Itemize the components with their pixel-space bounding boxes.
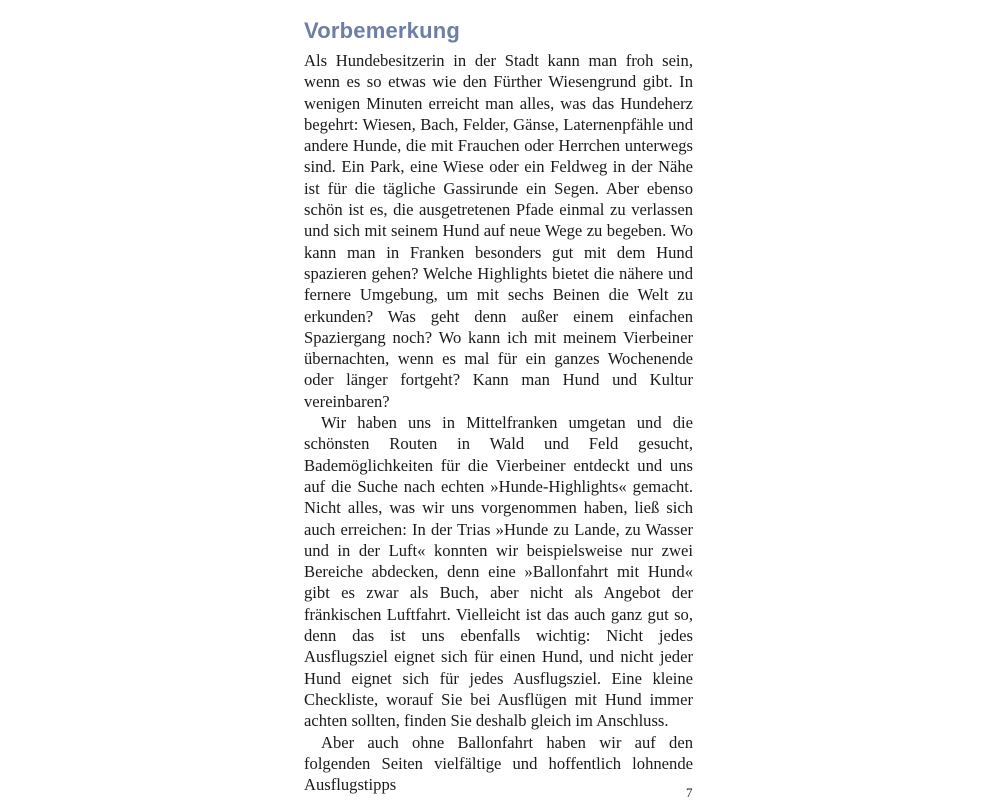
paragraph-3: Aber auch ohne Ballonfahrt haben wir auf den folgenden Seiten vielfältige und hoffentlich lohnende Ausflugstipps [304,732,693,795]
paragraph-2: Wir haben uns in Mittelfranken umgetan und die schönsten Routen in Wald und Feld gesucht, Bademöglichkeiten für die Vierbeiner entdeckt und uns auf die Suche nach echten »Hunde-Highlights« gemacht. Nicht alles, was wir uns vorgenommen haben, ließ sich auch erreichen: In der Trias »Hunde zu Lande, zu Wasser und in der Luft« konnten wir beispielsweise nur zwei Bereiche abdecken, denn eine »Ballonfahrt mit Hund« gibt es zwar als Buch, aber nicht als Angebot der fränkischen Luftfahrt. Vielleicht ist das auch ganz gut so, denn das ist uns ebenfalls wichtig: Nicht jedes Ausflugsziel eignet sich für einen Hund, und nicht jeder Hund eignet sich für jedes Ausflugsziel. Eine kleine Checkliste, worauf Sie bei Ausflügen mit Hund immer achten sollten, finden Sie deshalb gleich im Anschluss. [304,413,693,731]
paragraph-1: Als Hundebesitzerin in der Stadt kann man froh sein, wenn es so etwas wie den Fürther Wiesengrund gibt. In wenigen Minuten erreicht man alles, was das Hundeherz begehrt: Wiesen, Bach, Felder, Gänse, Laternenpfähle und andere Hunde, die mit Frauchen oder Herrchen unterwegs sind. Ein Park, eine Wiese oder ein Feldweg in der Nähe ist für die tägliche Gassirunde ein Segen. Aber ebenso schön ist es, die ausgetretenen Pfade einmal zu verlassen und sich mit seinem Hund auf neue Wege zu begeben. Wo kann man in Franken besonders gut mit dem Hund spazieren gehen? Welche Highlights bietet die nähere und fernere Umgebung, um mit sechs Beinen die Welt zu erkunden? Was geht denn außer einem einfachen Spaziergang noch? Wo kann ich mit meinem Vierbeiner übernachten, wenn es mal für ein ganzes Wochenende oder länger fortgeht? Kann man Hund und Kultur vereinbaren? [304,51,693,411]
page-title: Vorbemerkung [304,17,461,43]
body-text [304,50,693,795]
page-number: 7 [686,785,693,800]
